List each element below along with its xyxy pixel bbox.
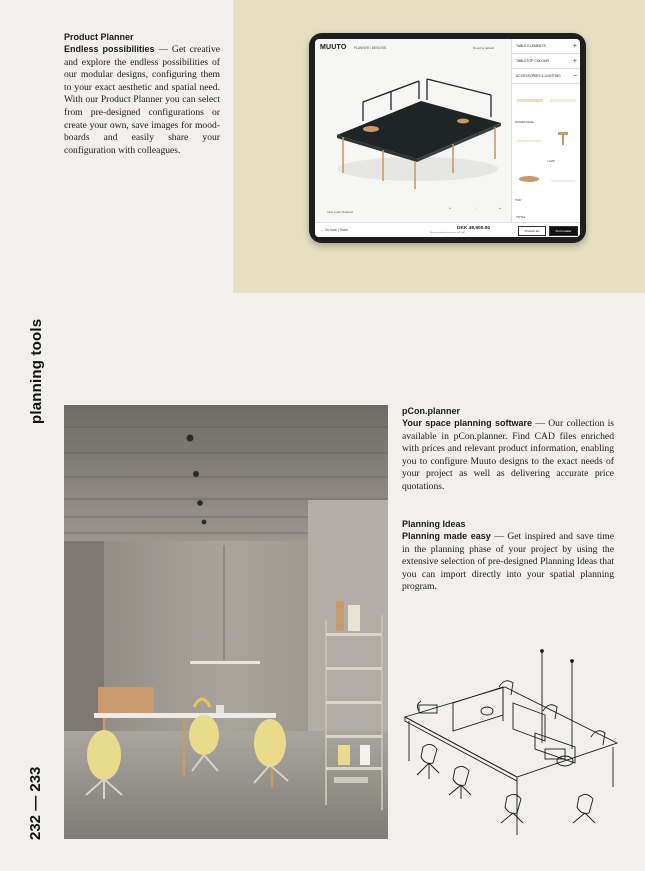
accessory-item[interactable] <box>515 165 546 202</box>
accessory-label: TRAY <box>515 198 522 202</box>
panel-footer: TOTAL <box>516 215 526 219</box>
accessory-grid <box>512 84 580 205</box>
product-planner-screen <box>315 39 580 237</box>
pcon-planner-section <box>402 405 614 494</box>
planning-ideas-heading: Planning Ideas <box>402 519 466 529</box>
accessory-item[interactable] <box>515 87 546 124</box>
configurator-panel <box>511 39 580 222</box>
product-planner-heading: Product Planner <box>64 32 134 42</box>
accessory-item[interactable] <box>515 126 546 163</box>
back-share-links[interactable]: ← Go back | Share <box>321 228 349 232</box>
pcon-planner-heading: pCon.planner <box>402 406 460 416</box>
grid-icon[interactable]: ▭ <box>448 207 452 210</box>
workstation-line-drawing <box>395 645 625 845</box>
product-planner-lead: Endless possibilities <box>64 44 155 54</box>
price-total: DKK 49,900.00 <box>457 226 491 231</box>
side-label: planning tools <box>28 318 45 424</box>
product-planner-text: — Get creative and explore the endless possibilities of our modular designs, configuring them to your exact aesthetic and spatial need. With our Product Planner you can select from pre-designed configurations or create your own, save images for mood-boards and easily share your configuration with colleagues. <box>64 44 221 156</box>
accordion-label: TABLE ELEMENTS <box>516 44 546 48</box>
product-list-button[interactable]: Product list <box>518 226 546 236</box>
plus-icon: + <box>572 42 577 50</box>
planning-ideas-text: — Get inspired and save time in the planning phase of your project by using the extensive selection of pre-designed Planning Ideas that you can import directly into your spatial planning program. <box>402 531 614 593</box>
share-icon[interactable]: ● <box>499 207 501 210</box>
planning-ideas-section <box>402 518 614 594</box>
info-icon[interactable]: ○ <box>475 207 477 210</box>
reset-link: Reset to default <box>473 46 495 50</box>
pcon-planner-lead: Your space planning software <box>402 418 533 428</box>
muuto-logo: MUUTO <box>320 44 347 51</box>
accordion-table-elements[interactable] <box>512 39 580 54</box>
price-note: Recommended retail price, incl. VAT <box>430 232 466 234</box>
product-planner-section <box>64 31 220 157</box>
view-mode-toggles[interactable]: View mode Shadows <box>327 210 354 214</box>
find-retailer-button[interactable]: Find retailer <box>549 226 578 236</box>
accessory-item[interactable] <box>548 165 579 202</box>
accordion-label: ACCESSORIES & LIGHTING <box>516 74 561 78</box>
page-numbers: 232 — 233 <box>27 766 44 840</box>
accordion-label: TABLETOP COLOUR <box>516 59 549 63</box>
accessory-item[interactable] <box>548 126 579 163</box>
accessory-item[interactable] <box>548 87 579 124</box>
minus-icon: − <box>572 72 577 80</box>
office-interior-photo <box>64 405 388 839</box>
plus-icon: + <box>572 57 577 65</box>
screen-bottom-bar <box>315 222 580 237</box>
screen-menu: PLANNER / DESIGNS <box>354 46 387 50</box>
accordion-accessories[interactable] <box>512 69 580 84</box>
desk-render <box>323 77 509 192</box>
accessory-label: LAMP <box>547 159 555 163</box>
accessory-label: DIVIDER PANEL <box>515 120 535 124</box>
pcon-planner-text: — Our collection is available in pCon.planner. Find CAD files enriched with prices and relevant product information, enabling you to configure Muuto designs to the exact needs of your project as well as delivering accurate price quotations. <box>402 418 614 492</box>
accordion-tabletop-colour[interactable] <box>512 54 580 69</box>
planning-ideas-lead: Planning made easy <box>402 531 491 541</box>
tablet-mockup <box>309 33 586 243</box>
